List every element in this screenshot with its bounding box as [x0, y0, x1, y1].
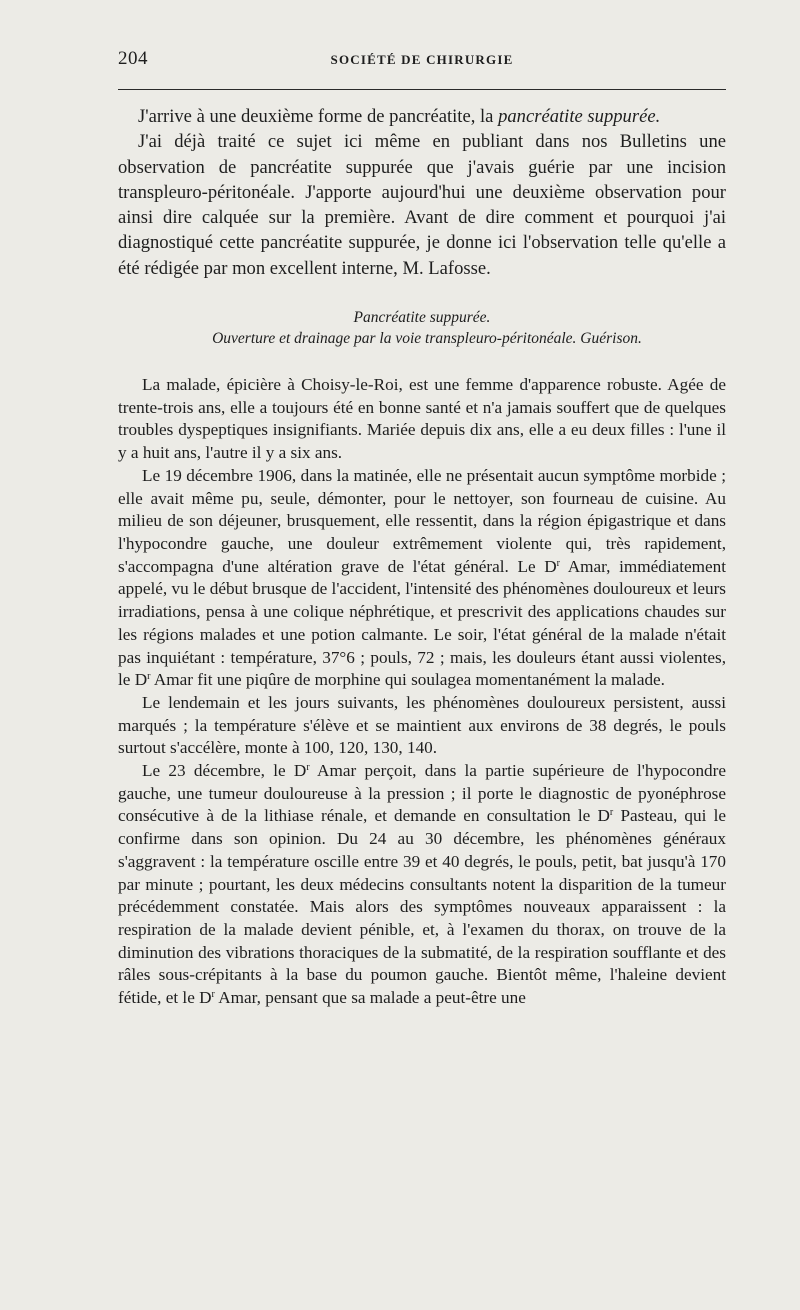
superscript: r [556, 557, 561, 569]
observation-paragraph [118, 760, 726, 1010]
intro-paragraph [118, 129, 726, 281]
observation-title-sub: Ouverture et drainage par la voie transpleuro-péritonéale. Guérison. [212, 330, 642, 348]
page-header [118, 48, 726, 72]
observation-section [118, 374, 726, 1010]
running-title: SOCIÉTÉ DE CHIRURGIE [330, 52, 514, 67]
superscript: r [609, 807, 614, 819]
header-rule [118, 89, 726, 90]
paragraph-text: Amar perçoit, dans la partie supérieure de l'hypocondre gauche, une tumeur douloureuse à la pression ; il porte le diagnostic de pyonéphrose consécutive à de la lithiase rénale, et demande en consultation le D [118, 761, 726, 826]
body-text [118, 104, 726, 1010]
paragraph-text: Amar fit une piqûre de morphine qui soulagea momentanément la malade. [150, 670, 665, 690]
intro-section [118, 104, 726, 281]
observation-title [118, 307, 726, 349]
paragraph-text: Pasteau, qui le confirme dans son opinion. Du 24 au 30 décembre, les phénomènes généraux s'aggravent : la température oscille entre 39 et 40 degrés, le pouls, petit, bat jusqu'à 170 par minute ; pourtant, les deux médecins consultants notent la disparition de la tumeur précédemment constatée. Mais alors des symptômes nouveaux apparaissent : la respiration de la malade devient pénible, et, à l'examen du thorax, on trouve de la diminution des vibrations thoraciques de la submatité, de la respiration soufflante et des râles sous-crépitants à la base du poumon gauche. Bientôt même, l'haleine devient fétide, et le D [118, 806, 726, 1008]
intro-paragraph [118, 104, 726, 129]
observation-title-main: Pancréatite suppurée. [353, 309, 491, 327]
page-number: 204 [118, 48, 148, 69]
paragraph-text: Le 23 décembre, le D [142, 761, 307, 781]
paragraph-text: Amar, pensant que sa malade a peut-être une [214, 988, 526, 1008]
intro-text: J'ai déjà traité ce sujet ici même en publiant dans nos Bulletins une observation de pancréatite suppurée que j'avais guérie par une incision transpleuro-péritonéale. J'apporte aujourd'hui une deuxième observation pour ainsi dire calquée sur la première. Avant de dire comment et pourquoi j'ai diagnostiqué cette pancréatite suppurée, je donne ici l'observation telle qu'elle a été rédigée par mon excellent interne, M. Lafosse. [118, 131, 726, 279]
superscript: r [211, 989, 215, 1001]
observation-paragraph: Le lendemain et les jours suivants, les phénomènes douloureux persistent, aussi marqués ; la température s'élève et se maintient aux environs de 38 degrés, le pouls surtout s'accélère, monte à 100, 120, 130, 140. [118, 692, 726, 758]
observation-paragraph [118, 465, 726, 692]
superscript: r [147, 671, 151, 683]
paragraph-text: Le 19 décembre 1906, dans la matinée, elle ne présentait aucun symptôme morbide ; elle avait même pu, seule, démonter, pour le nettoyer, son fourneau de cuisine. Au milieu de son déjeuner, brusquement, elle ressentit, dans la région épigastrique et dans l'hypocondre gauche, une douleur extrêmement violente qui, très rapidement, s'accompagna d'une altération grave de l'état général. Le D [118, 465, 726, 576]
intro-italic-term: pancréatite suppurée. [498, 106, 661, 127]
intro-text: J'arrive à une deuxième forme de pancréatite, la [138, 106, 499, 127]
paragraph-text: Amar, immédiatement appelé, vu le début brusque de l'accident, l'intensité des phénomènes douloureux et leurs irradiations, pensa à une colique néphrétique, et prescrivit des applications chaudes sur les régions malades et une potion calmante. Le soir, l'état général de la malade n'était pas inquiétant : température, 37°6 ; pouls, 72 ; mais, les douleurs étant aussi violentes, le D [118, 556, 726, 690]
observation-paragraph: La malade, épicière à Choisy-le-Roi, est une femme d'apparence robuste. Agée de trente-trois ans, elle a toujours été en bonne santé et n'a jamais souffert que de quelques troubles dyspeptiques insignifiants. Mariée depuis dix ans, elle a eu deux filles : l'une il y a huit ans, l'autre il y a six ans. [118, 375, 726, 463]
superscript: r [306, 762, 310, 774]
